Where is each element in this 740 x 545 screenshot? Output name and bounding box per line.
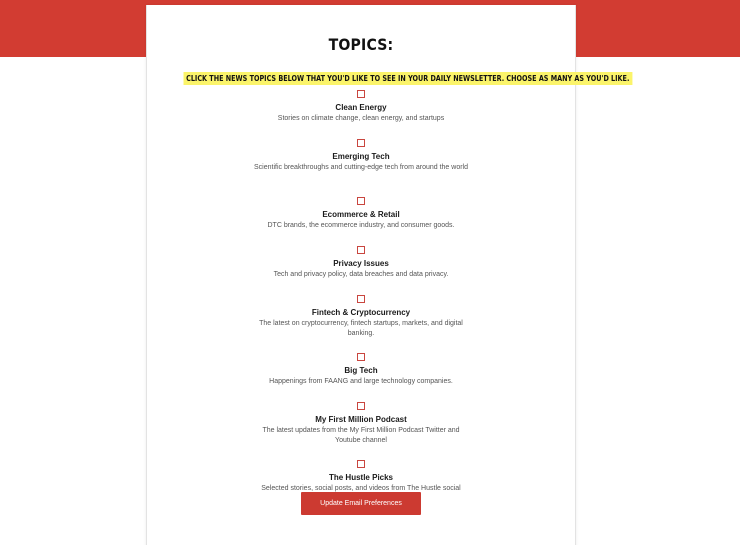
topic-checkbox-big-tech[interactable] bbox=[357, 353, 365, 361]
page-title: TOPICS: bbox=[328, 35, 394, 54]
instruction-text: CLICK THE NEWS TOPICS BELOW THAT YOU'D LIKE TO SEE IN YOUR DAILY NEWSLETTER. CHOOSE AS MANY AS YOU'D LIKE. bbox=[184, 72, 632, 85]
topic-item-emerging-tech bbox=[147, 139, 575, 194]
topic-item-clean-energy bbox=[147, 90, 575, 136]
topic-checkbox-clean-energy[interactable] bbox=[357, 90, 365, 98]
topic-name: My First Million Podcast bbox=[315, 415, 407, 424]
topic-description: The latest on cryptocurrency, fintech startups, markets, and digital banking. bbox=[259, 320, 463, 337]
topic-name: Big Tech bbox=[344, 366, 378, 375]
topic-checkbox-the-hustle-picks[interactable] bbox=[357, 460, 365, 468]
topic-description: DTC brands, the ecommerce industry, and consumer goods. bbox=[267, 222, 455, 229]
topic-item-ecommerce-retail bbox=[147, 197, 575, 243]
preferences-card bbox=[146, 5, 630, 545]
topic-name: Clean Energy bbox=[335, 103, 387, 112]
topic-item-my-first-million-podcast bbox=[147, 402, 575, 457]
topic-item-fintech-cryptocurrency bbox=[147, 295, 575, 350]
topic-description: Selected stories, social posts, and videos from The Hustle social bbox=[261, 485, 461, 492]
update-preferences-button[interactable]: Update Email Preferences bbox=[301, 492, 421, 515]
topic-list bbox=[147, 87, 575, 515]
topic-checkbox-ecommerce-retail[interactable] bbox=[357, 197, 365, 205]
topic-name: Emerging Tech bbox=[332, 152, 390, 161]
topic-description: Tech and privacy policy, data breaches and data privacy. bbox=[273, 271, 449, 278]
topic-description: Scientific breakthroughs and cutting-edge tech from around the world bbox=[253, 164, 468, 171]
topic-item-big-tech bbox=[147, 353, 575, 399]
topic-name: Privacy Issues bbox=[333, 259, 389, 268]
topic-name: Ecommerce & Retail bbox=[322, 210, 400, 219]
instruction-banner bbox=[147, 68, 630, 86]
topic-item-privacy-issues bbox=[147, 246, 575, 292]
topic-checkbox-emerging-tech[interactable] bbox=[357, 139, 365, 147]
topic-checkbox-privacy-issues[interactable] bbox=[357, 246, 365, 254]
topic-description: Happenings from FAANG and large technology companies. bbox=[269, 378, 453, 385]
topic-checkbox-my-first-million-podcast[interactable] bbox=[357, 402, 365, 410]
topic-description: The latest updates from the My First Million Podcast Twitter and Youtube channel bbox=[262, 427, 460, 444]
topic-description: Stories on climate change, clean energy, and startups bbox=[277, 115, 445, 122]
topic-checkbox-fintech-cryptocurrency[interactable] bbox=[357, 295, 365, 303]
topic-name: Fintech & Cryptocurrency bbox=[311, 308, 411, 317]
topic-name: The Hustle Picks bbox=[328, 473, 394, 482]
